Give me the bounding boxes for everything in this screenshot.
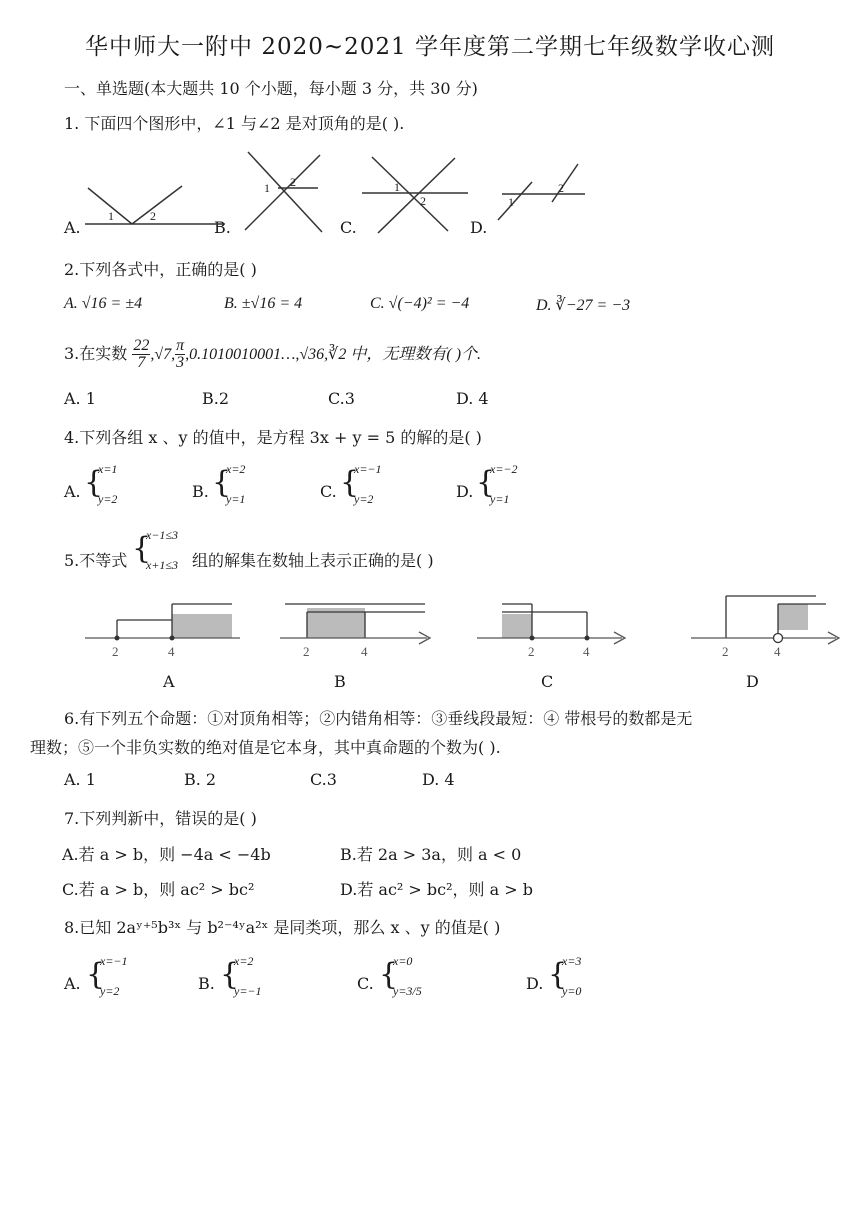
q8-option-c-label: C. [357,974,374,993]
q8d-bottom: y=0 [562,984,582,998]
q7-option-b: B.若 2a > 3a，则 a < 0 [340,845,522,864]
q8a-brace: { [86,957,106,992]
q4-option-c-label: C. [320,482,337,501]
q5-numberline-c [472,598,642,660]
q2-option-a: A. √16 = ±4 [64,295,143,312]
q5-option-a-label: A [163,672,175,691]
q8a-bottom: y=2 [100,984,120,998]
q5a-tick-2: 2 [112,644,119,659]
q2-option-d: D. ∛−27 = −3 [536,297,631,314]
q5-numberline-b [275,598,445,660]
q5b-tick-4: 4 [361,644,368,659]
q8b-top: x=2 [234,954,254,968]
q3-option-a: A. 1 [64,389,96,408]
q1b-label-1: 1 [264,181,270,195]
q5-system-top: x−1≤3 [146,528,179,542]
q4b-brace: { [212,465,232,500]
q7-option-c: C.若 a > b，则 ac² > bc² [62,880,255,899]
q4-option-a-label: A. [64,482,81,501]
q1-figure-c [360,155,470,235]
q1-option-a-label: A. [64,218,81,237]
q5d-tick-4: 4 [774,644,781,659]
q1a-label-2: 2 [150,209,156,223]
q1-option-d-label: D. [470,218,488,237]
q1d-label-2: 2 [558,181,564,195]
q8c-top: x=0 [393,954,413,968]
q3-fraction-pi-3 [175,338,185,371]
question-6-line-2: 理数；⑤一个非负实数的绝对值是它本身，其中真命题的个数为( ). [30,738,501,757]
q5-numberline-d [686,590,846,660]
q1-option-b-label: B. [214,218,231,237]
q5-numberline-a [80,598,250,660]
q8-option-d-label: D. [526,974,544,993]
q4-option-d-label: D. [456,482,474,501]
q6-option-a: A. 1 [64,770,96,789]
q1-figure-a [80,180,230,230]
q5-option-b-label: B [334,672,346,691]
question-8-stem: 8.已知 2aʸ⁺⁵b³ˣ 与 b²⁻⁴ʸa²ˣ 是同类项，那么 x 、y 的值是( ) [64,918,501,937]
question-3-stem [64,338,481,371]
q1d-label-1: 1 [508,195,514,209]
question-6-line-1: 6.有下列五个命题：①对顶角相等；②内错角相等：③垂线段最短：④ 带根号的数都是无 [64,709,693,728]
q5-option-c-label: C [541,672,554,691]
q4a-bottom: y=2 [98,492,118,506]
q1b-label-2: 2 [290,175,296,189]
q3-frac2-den: 3 [176,354,185,371]
q1-option-c-label: C. [340,218,357,237]
q8b-bottom: y=−1 [234,984,262,998]
q3-frac1-den: 7 [137,354,146,371]
q2-option-c: C. √(−4)² = −4 [370,295,470,312]
section-heading: 一、单选题(本大题共 10 个小题，每小题 3 分，共 30 分) [64,79,478,98]
q5-system-bottom: x+1≤3 [146,558,179,572]
q4-option-b-label: B. [192,482,209,501]
q3-stem-tail: ,0.1010010001…,√36,∛2 中，无理数有( )个. [185,346,482,363]
question-4-stem: 4.下列各组 x 、y 的值中，是方程 3x + y = 5 的解的是( ) [64,428,482,447]
q8b-brace: { [220,957,240,992]
q3-frac1-num: 22 [133,337,150,354]
q4b-top: x=2 [226,462,246,476]
q7-option-d: D.若 ac² > bc²，则 a > b [340,880,533,899]
q5-option-d-label: D [746,672,759,691]
question-2-stem: 2.下列各式中，正确的是( ) [64,260,257,279]
q3-option-b: B.2 [202,389,230,408]
q1-figure-b [240,150,330,235]
question-1-stem: 1. 下面四个图形中，∠1 与∠2 是对顶角的是( ). [64,114,405,133]
q5c-tick-4: 4 [583,644,590,659]
q1c-label-1: 1 [394,180,400,194]
q3-option-c: C.3 [328,389,355,408]
question-7-stem: 7.下列判新中，错误的是( ) [64,809,257,828]
q3-frac2-num: π [176,337,185,354]
q4d-brace: { [476,465,496,500]
q5b-tick-2: 2 [303,644,310,659]
q4c-brace: { [340,465,360,500]
q4a-top: x=1 [98,462,118,476]
q5c-tick-2: 2 [528,644,535,659]
q3-stem-prefix: 3.在实数 [64,344,128,363]
q8c-brace: { [379,957,399,992]
q1c-label-2: 2 [420,194,426,208]
q6-option-c: C.3 [310,770,337,789]
q8a-top: x=−1 [100,954,128,968]
q8c-bottom: y=3/5 [393,984,422,998]
q3-fraction-22-7 [132,338,150,371]
question-5-stem-suffix: 组的解集在数轴上表示正确的是( ) [192,551,434,570]
q5d-tick-2: 2 [722,644,729,659]
q5-brace: { [132,531,152,566]
q4a-brace: { [84,465,104,500]
question-5-stem-prefix: 5.不等式 [64,551,128,570]
q8d-brace: { [548,957,568,992]
page-title: 华中师大一附中 2020~2021 学年度第二学期七年级数学收心测 [85,34,775,60]
q8d-top: x=3 [562,954,582,968]
q7-option-a: A.若 a > b，则 −4a < −4b [62,845,271,864]
q2-option-b: B. ±√16 = 4 [224,295,303,312]
q4c-top: x=−1 [354,462,382,476]
q8-option-a-label: A. [64,974,81,993]
q5a-tick-4: 4 [168,644,175,659]
q1-figure-d [490,160,590,225]
q4d-top: x=−2 [490,462,518,476]
q4c-bottom: y=2 [354,492,374,506]
q1a-label-1: 1 [108,209,114,223]
q4b-bottom: y=1 [226,492,246,506]
q6-option-b: B. 2 [184,770,217,789]
q6-option-d: D. 4 [422,770,455,789]
q8-option-b-label: B. [198,974,215,993]
q4d-bottom: y=1 [490,492,510,506]
q3-sqrt7: ,√7, [150,346,176,363]
q3-option-d: D. 4 [456,389,489,408]
